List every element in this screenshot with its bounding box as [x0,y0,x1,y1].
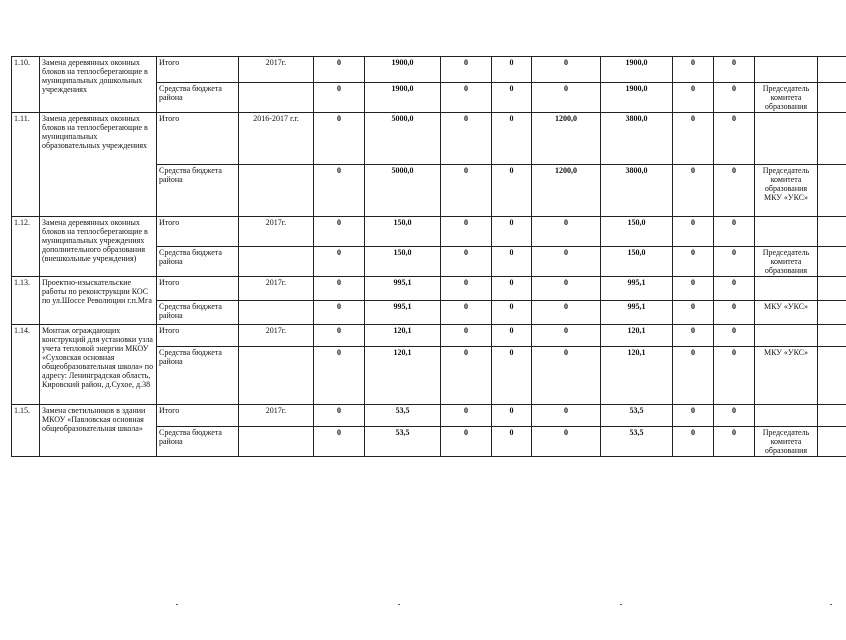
amount-cell: 1900,0 [601,57,673,83]
scan-mark [398,604,400,605]
amount-cell: 0 [714,113,755,165]
row-number: 1.15. [12,405,40,457]
amount-cell: 0 [673,113,714,165]
amount-cell: 0 [441,405,492,427]
amount-cell: 0 [714,217,755,247]
amount-cell: 0 [714,83,755,113]
amount-cell: 0 [673,325,714,347]
amount-cell: 0 [314,325,365,347]
amount-cell: 5000,0 [365,113,441,165]
amount-cell: 0 [314,83,365,113]
responsible [755,277,818,301]
amount-cell: 0 [314,217,365,247]
amount-cell: 0 [673,427,714,457]
amount-cell: 0 [673,247,714,277]
funding-source: Средства бюджета района [157,301,239,325]
amount-cell: 53,5 [601,405,673,427]
responsible [755,217,818,247]
amount-cell: 0 [314,57,365,83]
amount-cell: 0 [532,301,601,325]
funding-source: Итого [157,217,239,247]
period [239,301,314,325]
amount-cell: 3800,0 [601,113,673,165]
amount-cell: 0 [314,347,365,405]
amount-cell: 150,0 [365,247,441,277]
amount-cell: 0 [532,325,601,347]
row-number: 1.10. [12,57,40,113]
table-row [12,405,846,427]
period: 2016-2017 г.г. [239,113,314,165]
amount-cell: 995,1 [365,277,441,301]
funding-source: Итого [157,405,239,427]
scan-mark [830,604,832,605]
responsible: Председатель комитета образования МКУ «УКС» [755,165,818,217]
funding-source: Средства бюджета района [157,427,239,457]
period: 2017г. [239,217,314,247]
empty-cell [818,405,846,427]
empty-cell [818,247,846,277]
amount-cell: 0 [673,301,714,325]
row-number: 1.12. [12,217,40,277]
amount-cell: 0 [441,165,492,217]
responsible [755,113,818,165]
amount-cell: 0 [673,217,714,247]
row-number: 1.11. [12,113,40,217]
amount-cell: 0 [673,57,714,83]
amount-cell: 0 [441,57,492,83]
amount-cell: 150,0 [601,217,673,247]
scan-mark [620,604,622,605]
amount-cell: 0 [714,57,755,83]
amount-cell: 0 [314,301,365,325]
amount-cell: 0 [314,165,365,217]
amount-cell: 0 [492,57,532,83]
amount-cell: 0 [714,427,755,457]
row-description: Монтаж ограждающих конструкций для установки узла учета тепловой энергии МКОУ «Суховская основная общеобразовательная школа» по адресу: Ленинградская область, Кировский район, д.Сухое, д.38 [40,325,157,405]
amount-cell: 0 [492,301,532,325]
amount-cell: 995,1 [601,277,673,301]
amount-cell: 1200,0 [532,113,601,165]
program-table [11,56,846,457]
amount-cell: 5000,0 [365,165,441,217]
funding-source: Итого [157,57,239,83]
amount-cell: 0 [441,427,492,457]
amount-cell: 0 [492,277,532,301]
empty-cell [818,83,846,113]
amount-cell: 0 [714,405,755,427]
amount-cell: 0 [714,301,755,325]
table-row [12,325,846,347]
row-description: Замена деревянных оконных блоков на теплосберегающие в муниципальных дошкольных учреждениях [40,57,157,113]
amount-cell: 53,5 [365,405,441,427]
responsible: Председатель комитета образования [755,427,818,457]
empty-cell [818,277,846,301]
empty-cell [818,325,846,347]
amount-cell: 0 [532,405,601,427]
funding-source: Итого [157,277,239,301]
period [239,427,314,457]
responsible [755,325,818,347]
amount-cell: 0 [441,247,492,277]
funding-source: Средства бюджета района [157,247,239,277]
amount-cell: 0 [441,277,492,301]
funding-source: Итого [157,325,239,347]
amount-cell: 0 [492,247,532,277]
amount-cell: 0 [714,165,755,217]
period: 2017г. [239,57,314,83]
amount-cell: 0 [532,347,601,405]
empty-cell [818,427,846,457]
responsible [755,405,818,427]
scan-mark [176,604,178,605]
amount-cell: 53,5 [365,427,441,457]
funding-source: Итого [157,113,239,165]
period: 2017г. [239,277,314,301]
amount-cell: 995,1 [365,301,441,325]
responsible: Председатель комитета образования [755,247,818,277]
amount-cell: 0 [314,247,365,277]
amount-cell: 0 [714,277,755,301]
amount-cell: 120,1 [365,347,441,405]
amount-cell: 0 [441,217,492,247]
amount-cell: 0 [532,217,601,247]
amount-cell: 0 [492,325,532,347]
amount-cell: 0 [314,113,365,165]
amount-cell: 0 [314,427,365,457]
funding-source: Средства бюджета района [157,347,239,405]
responsible: Председатель комитета образования [755,83,818,113]
amount-cell: 1900,0 [365,83,441,113]
responsible: МКУ «УКС» [755,301,818,325]
row-description: Замена деревянных оконных блоков на теплосберегающие в муниципальных образовательных учреждениях [40,113,157,217]
amount-cell: 0 [441,325,492,347]
amount-cell: 120,1 [365,325,441,347]
amount-cell: 1200,0 [532,165,601,217]
period [239,83,314,113]
amount-cell: 150,0 [601,247,673,277]
period: 2017г. [239,405,314,427]
row-description: Замена светильников в здании МКОУ «Павловская основная общеобразовательная школа» [40,405,157,457]
amount-cell: 0 [714,247,755,277]
period [239,165,314,217]
amount-cell: 53,5 [601,427,673,457]
empty-cell [818,113,846,165]
row-number: 1.13. [12,277,40,325]
period: 2017г. [239,325,314,347]
funding-source: Средства бюджета района [157,83,239,113]
table-row [12,217,846,247]
empty-cell [818,165,846,217]
amount-cell: 0 [714,325,755,347]
table-row [12,57,846,83]
empty-cell [818,57,846,83]
amount-cell: 0 [441,83,492,113]
row-description: Замена деревянных оконных блоков на теплосберегающие в муниципальных учреждениях дополнительного образования (внешкольные учреждения) [40,217,157,277]
amount-cell: 120,1 [601,325,673,347]
amount-cell: 0 [441,301,492,325]
amount-cell: 0 [673,277,714,301]
amount-cell: 0 [532,427,601,457]
amount-cell: 0 [532,247,601,277]
funding-source: Средства бюджета района [157,165,239,217]
amount-cell: 0 [532,277,601,301]
amount-cell: 0 [714,347,755,405]
amount-cell: 0 [492,427,532,457]
row-description: Проектно-изыскательские работы по реконструкции КОС по ул.Шоссе Революции г.п.Мга [40,277,157,325]
amount-cell: 0 [492,83,532,113]
amount-cell: 0 [673,83,714,113]
amount-cell: 120,1 [601,347,673,405]
amount-cell: 0 [492,113,532,165]
empty-cell [818,301,846,325]
amount-cell: 0 [673,347,714,405]
amount-cell: 0 [532,83,601,113]
responsible: МКУ «УКС» [755,347,818,405]
responsible [755,57,818,83]
amount-cell: 150,0 [365,217,441,247]
scan-marks [0,604,846,614]
amount-cell: 0 [314,405,365,427]
row-number: 1.14. [12,325,40,405]
amount-cell: 0 [492,347,532,405]
amount-cell: 0 [492,165,532,217]
amount-cell: 1900,0 [601,83,673,113]
table-row [12,113,846,165]
table-row [12,277,846,301]
period [239,347,314,405]
amount-cell: 0 [492,405,532,427]
amount-cell: 0 [441,113,492,165]
amount-cell: 995,1 [601,301,673,325]
empty-cell [818,347,846,405]
amount-cell: 3800,0 [601,165,673,217]
amount-cell: 0 [314,277,365,301]
empty-cell [818,217,846,247]
amount-cell: 0 [532,57,601,83]
amount-cell: 0 [673,405,714,427]
amount-cell: 0 [673,165,714,217]
period [239,247,314,277]
amount-cell: 1900,0 [365,57,441,83]
amount-cell: 0 [492,217,532,247]
amount-cell: 0 [441,347,492,405]
